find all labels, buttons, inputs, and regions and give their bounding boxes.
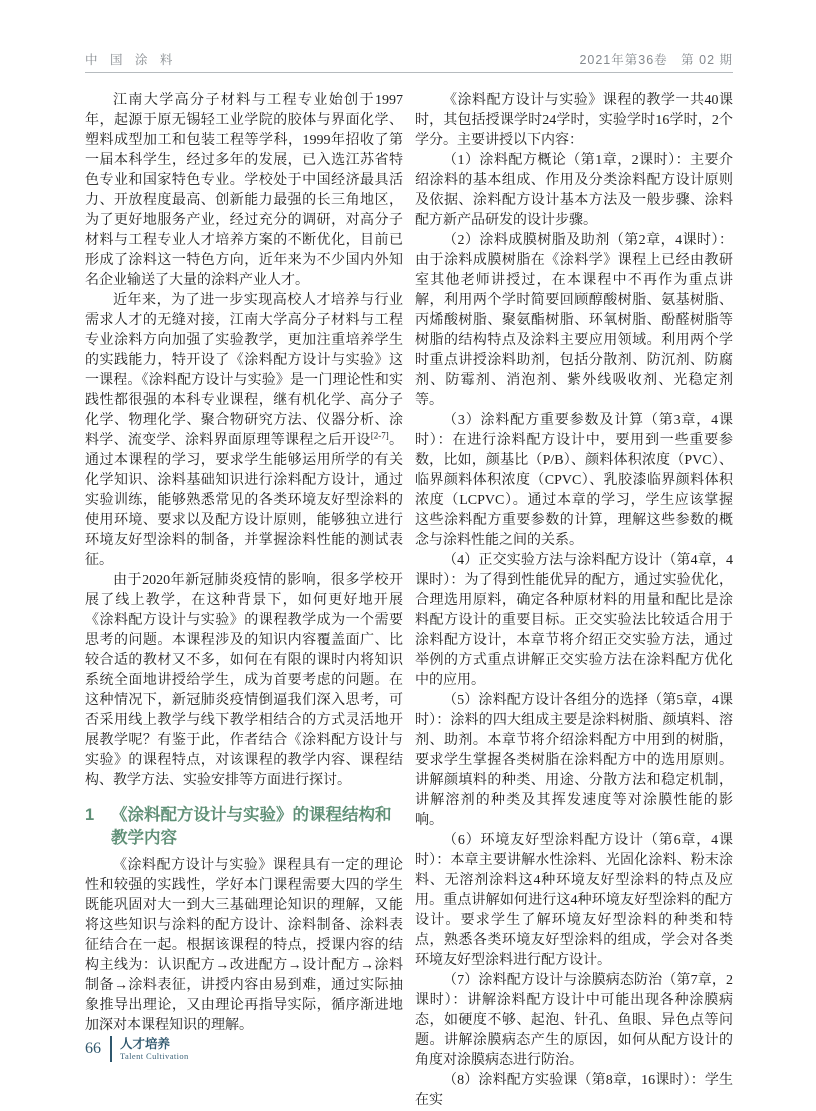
section-heading-1: [85, 804, 403, 850]
paragraph-chapter-4: （4）正交实验方法与涂料配方设计（第4章，4课时）：为了得到性能优异的配方，通过实验优化，合理选用原料，确定各种原材料的用量和配比是涂料配方设计的重要目标。正交实验法比较适合用于涂料配方设计，本章节将介绍正交实验方法，通过举例的方式重点讲解正交实验方法在涂料配方优化中的应用。: [415, 553, 733, 688]
footer-column-label: [120, 1037, 189, 1062]
paragraph-course-structure: 《涂料配方设计与实验》课程具有一定的理论性和较强的实践性，学好本门课程需要大四的学生既能巩固对大一到大三基础理论知识的理解，又能将这些知识与涂料的配方设计、涂料制备、涂料表征结合在一起。根据该课程的特点，授课内容的结构主线为：认识配方→改进配方→设计配方→涂料制备→涂料表征，讲授内容由易到难，通过实际抽象推导出理论，又由理论再指导实际，循序渐进地加深对本课程知识的理解。: [85, 858, 403, 1033]
page-footer: [85, 1036, 189, 1062]
paragraph-course-background-text: 近年来，为了进一步实现高校人才培养与行业需求人才的无缝对接，江南大学高分子材料与工程专业涂料方向加强了实验教学，更加注重培养学生的实践能力，特开设了《涂料配方设计与实验》这一课程。《涂料配方设计与实验》是一门理论性和实践性都很强的本科专业课程，继有机化学、高分子化学、物理化学、聚合物研究方法、仪器分析、涂料学、流变学、涂料界面原理等课程之后开设: [85, 293, 403, 448]
column-name: 人才培养: [120, 1036, 171, 1051]
paragraph-course-hours: 《涂料配方设计与实验》课程的教学一共40课时，其包括授课学时24学时，实验学时16学时，2个学分。主要讲授以下内容：: [415, 93, 733, 148]
page-number: 66: [85, 1040, 101, 1057]
paragraph-chapter-7: （7）涂料配方设计与涂膜病态防治（第7章，2课时）：讲解涂料配方设计中可能出现各种涂膜病态，如硬度不够、起泡、针孔、鱼眼、异色点等问题。讲解涂膜病态产生的原因，如何从配方设计的角度对涂膜病态进行防治。: [415, 973, 733, 1068]
paragraph-chapter-3: （3）涂料配方重要参数及计算（第3章，4课时）：在进行涂料配方设计中，要用到一些重要参数，比如，颜基比（P/B）、颜料体积浓度（PVC）、临界颜料体积浓度（CPVC）、乳胶漆临界颜料体积浓度（LCPVC）。通过本章的学习，学生应该掌握这些涂料配方重要参数的计算，理解这些参数的概念与涂料性能之间的关系。: [415, 413, 733, 548]
section-number: 1: [85, 806, 95, 824]
paragraph-chapter-6: （6）环境友好型涂料配方设计（第6章，4课时）：本章主要讲解水性涂料、光固化涂料、粉末涂料、无溶剂涂料这4种环境友好型涂料的特点及应用。重点讲解如何进行这4种环境友好型涂料的配方设计。要求学生了解环境友好型涂料的种类和特点，熟悉各类环境友好型涂料的组成，学会对各类环境友好型涂料进行配方设计。: [415, 833, 733, 968]
column-right: [415, 91, 733, 1111]
section-title: 《涂料配方设计与实验》的课程结构和教学内容: [111, 806, 392, 847]
column-name-en: Talent Cultivation: [120, 1050, 189, 1061]
paragraph-chapter-8: （8）涂料配方实验课（第8章，16课时）：学生在实: [415, 1073, 733, 1108]
column-left: [85, 91, 403, 1111]
paragraph-course-background-text-cont: 。通过本课程的学习，要求学生能够运用所学的有关化学知识、涂料基础知识进行涂料配方设计，通过实验训练，能够熟悉常见的各类环境友好型涂料的使用环境、要求以及配方设计原则，能够独立进行环境友好型涂料的制备，并掌握涂料性能的测试表征。: [85, 433, 404, 568]
citation-ref: [2-7]: [370, 430, 389, 441]
article-body: [85, 91, 733, 1111]
paragraph-chapter-2: （2）涂料成膜树脂及助剂（第2章，4课时）：由于涂料成膜树脂在《涂料学》课程上已经由教研室其他老师讲授过，在本课程中不再作为重点讲解，利用两个学时简要回顾醇酸树脂、氨基树脂、丙烯酸树脂、聚氨酯树脂、环氧树脂、酚醛树脂等树脂的结构特点及涂料主要应用领域。利用两个学时重点讲授涂料助剂，包括分散剂、防沉剂、防腐剂、防霉剂、消泡剂、紫外线吸收剂、光稳定剂等。: [415, 233, 733, 408]
paragraph-course-background: [85, 291, 403, 571]
paragraph-chapter-1: （1）涂料配方概论（第1章，2课时）：主要介绍涂料的基本组成、作用及分类涂料配方设计原则及依据、涂料配方设计基本方法及一般步骤、涂料配方新产品研发的设计步骤。: [415, 153, 733, 228]
journal-name: 中 国 涂 料: [85, 53, 177, 67]
page-header: [85, 50, 733, 73]
paragraph-history: 江南大学高分子材料与工程专业始创于1997年，起源于原无锡轻工业学院的胶体与界面化学、塑料成型加工和包装工程等学科，1999年招收了第一届本科学生，经过多年的发展，已入选江苏省特色专业和国家特色专业。学校处于中国经济最具活力、开放程度最高、创新能力最强的长三角地区，为了更好地服务产业，经过充分的调研，对高分子材料与工程专业人才培养方案的不断优化，目前已形成了涂料这一特色方向，近年来为不少国内外知名企业输送了大量的涂料产业人才。: [85, 93, 403, 288]
footer-divider: [110, 1036, 112, 1062]
paragraph-chapter-5: （5）涂料配方设计各组分的选择（第5章，4课时）：涂料的四大组成主要是涂料树脂、颜填料、溶剂、助剂。本章节将介绍涂料配方中用到的树脂，要求学生掌握各类树脂在涂料配方中的选用原则。讲解颜填料的种类、用途、分散方法和稳定机制，讲解溶剂的种类及其挥发速度等对涂膜性能的影响。: [415, 693, 733, 828]
paragraph-pandemic-teaching: 由于2020年新冠肺炎疫情的影响，很多学校开展了线上教学，在这种背景下，如何更好地开展《涂料配方设计与实验》的课程教学成为一个需要思考的问题。本课程涉及的知识内容覆盖面广、比较合适的教材又不多，如何在有限的课时内将知识系统全面地讲授给学生，成为首要考虑的问题。在这种情况下，新冠肺炎疫情倒逼我们深入思考，可否采用线上教学与线下教学相结合的方式灵活地开展教学呢？有鉴于此，作者结合《涂料配方设计与实验》的课程特点，对该课程的教学内容、课程结构、教学方法、实验安排等方面进行探讨。: [85, 573, 403, 788]
issue-info: 2021年第36卷 第 02 期: [579, 53, 733, 67]
